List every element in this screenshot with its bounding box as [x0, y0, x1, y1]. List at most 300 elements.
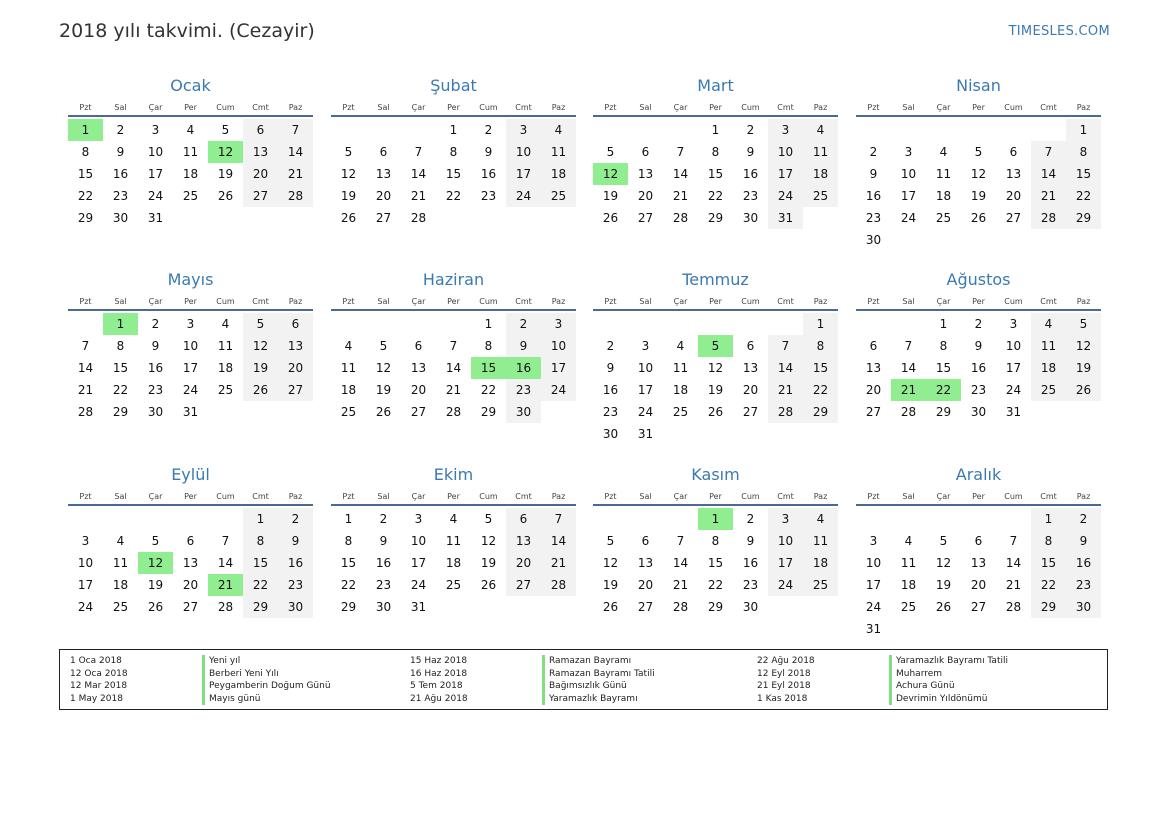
- day-cell: 9: [974, 339, 983, 353]
- day-cell: 8: [243, 530, 278, 552]
- weekday-label: Cum: [1004, 492, 1023, 501]
- weekday-label: Çar: [148, 492, 163, 501]
- day-cell: 7: [221, 534, 230, 548]
- day-cell: 27: [410, 405, 427, 419]
- day-cell: 15: [340, 556, 357, 570]
- day-cell: 14: [541, 530, 576, 552]
- day-cell: 13: [243, 141, 278, 163]
- day-cell: 19: [375, 383, 392, 397]
- day-cell: 11: [803, 530, 838, 552]
- day-cell: 13: [637, 167, 654, 181]
- holiday-day-cell: 5: [698, 335, 733, 357]
- day-cell: 9: [1066, 530, 1101, 552]
- day-cell: 13: [278, 335, 313, 357]
- day-cell: 28: [672, 600, 689, 614]
- day-grid: [856, 313, 1101, 423]
- empty-cell: [628, 508, 663, 530]
- day-cell: 28: [1005, 600, 1022, 614]
- day-cell: 17: [147, 167, 164, 181]
- day-cell: 22: [77, 189, 94, 203]
- day-cell: 13: [410, 361, 427, 375]
- day-cell: 7: [1031, 141, 1066, 163]
- day-cell: 11: [541, 141, 576, 163]
- day-cell: 28: [672, 211, 689, 225]
- day-cell: 21: [77, 383, 94, 397]
- day-cell: 5: [151, 534, 160, 548]
- holiday-date: 21 Eyl 2018: [757, 681, 811, 691]
- day-cell: 4: [939, 145, 948, 159]
- day-cell: 25: [182, 189, 199, 203]
- holiday-name: Yeni yıl: [202, 655, 240, 668]
- day-cell: 1: [243, 508, 278, 530]
- holiday-name: Ramazan Bayramı: [542, 655, 631, 668]
- day-cell: 6: [641, 145, 650, 159]
- empty-cell: [663, 119, 698, 141]
- day-cell: 29: [243, 596, 278, 618]
- empty-cell: [628, 119, 663, 141]
- day-cell: 23: [506, 379, 541, 401]
- day-cell: 31: [865, 622, 882, 636]
- day-cell: 10: [506, 141, 541, 163]
- day-cell: 12: [602, 556, 619, 570]
- day-cell: 29: [340, 600, 357, 614]
- day-cell: 26: [1066, 379, 1101, 401]
- weekday-label: Çar: [936, 297, 951, 306]
- day-cell: 5: [939, 534, 948, 548]
- day-cell: 22: [707, 189, 724, 203]
- month-block: [331, 268, 576, 423]
- day-cell: 7: [676, 145, 685, 159]
- day-cell: 16: [480, 167, 497, 181]
- day-cell: 25: [112, 600, 129, 614]
- empty-cell: [926, 119, 961, 141]
- day-cell: 11: [217, 339, 234, 353]
- weekday-label: Per: [709, 492, 722, 501]
- day-cell: 19: [970, 189, 987, 203]
- weekday-label: Cmt: [252, 103, 269, 112]
- holiday-day-cell: 21: [208, 574, 243, 596]
- day-cell: 8: [711, 145, 720, 159]
- weekday-label: Cum: [216, 103, 235, 112]
- day-cell: 18: [900, 578, 917, 592]
- weekday-label: Paz: [551, 297, 566, 306]
- holiday-day-cell: 12: [138, 552, 173, 574]
- day-cell: 22: [112, 383, 129, 397]
- day-cell: 1: [449, 123, 458, 137]
- day-cell: 20: [278, 357, 313, 379]
- day-cell: 18: [935, 189, 952, 203]
- weekday-label: Per: [447, 103, 460, 112]
- weekday-label: Cmt: [252, 492, 269, 501]
- weekday-label: Cmt: [1040, 492, 1057, 501]
- day-cell: 19: [340, 189, 357, 203]
- day-cell: 14: [410, 167, 427, 181]
- holiday-date: 1 May 2018: [70, 693, 123, 704]
- empty-cell: [856, 119, 891, 141]
- empty-cell: [698, 313, 733, 335]
- day-cell: 1: [1031, 508, 1066, 530]
- empty-cell: [401, 313, 436, 335]
- day-cell: 6: [379, 145, 388, 159]
- weekday-label: Çar: [148, 297, 163, 306]
- weekday-label: Sal: [902, 492, 915, 501]
- day-cell: 8: [1066, 141, 1101, 163]
- day-cell: 21: [541, 552, 576, 574]
- day-cell: 16: [1066, 552, 1101, 574]
- weekday-label: Sal: [902, 297, 915, 306]
- weekday-label: Pzt: [867, 103, 880, 112]
- day-cell: 12: [970, 167, 987, 181]
- day-cell: 29: [480, 405, 497, 419]
- day-cell: 27: [182, 600, 199, 614]
- empty-cell: [1031, 119, 1066, 141]
- holiday-date: 12 Mar 2018: [70, 681, 128, 691]
- day-cell: 14: [445, 361, 462, 375]
- day-cell: 26: [243, 379, 278, 401]
- legend-row: [757, 680, 1008, 693]
- day-cell: 18: [803, 163, 838, 185]
- day-cell: 19: [707, 383, 724, 397]
- day-cell: 26: [340, 211, 357, 225]
- weekday-label: Pzt: [342, 297, 355, 306]
- day-cell: 26: [375, 405, 392, 419]
- day-cell: 12: [375, 361, 392, 375]
- day-cell: 24: [77, 600, 94, 614]
- day-cell: 15: [707, 556, 724, 570]
- day-cell: 10: [637, 361, 654, 375]
- day-cell: 3: [186, 317, 195, 331]
- day-cell: 4: [186, 123, 195, 137]
- day-cell: 3: [768, 508, 803, 530]
- weekday-label: Cum: [216, 492, 235, 501]
- weekday-header: [856, 489, 1101, 506]
- legend-row: [410, 668, 655, 681]
- holiday-name: Muharrem: [889, 668, 942, 681]
- legend-row: [757, 668, 1008, 681]
- day-cell: 11: [1031, 335, 1066, 357]
- day-cell: 23: [278, 574, 313, 596]
- empty-cell: [331, 313, 366, 335]
- legend-row: [410, 680, 655, 693]
- day-cell: 5: [606, 145, 615, 159]
- day-cell: 7: [81, 339, 90, 353]
- day-cell: 25: [803, 574, 838, 596]
- day-cell: 6: [278, 313, 313, 335]
- day-cell: 27: [637, 211, 654, 225]
- day-cell: 8: [116, 339, 125, 353]
- holiday-day-cell: 1: [698, 508, 733, 530]
- weekday-header: [856, 100, 1101, 117]
- day-cell: 6: [746, 339, 755, 353]
- page-title: 2018 yılı takvimi. (Cezayir): [59, 20, 315, 42]
- day-cell: 28: [445, 405, 462, 419]
- day-cell: 10: [147, 145, 164, 159]
- day-cell: 23: [742, 189, 759, 203]
- day-cell: 20: [182, 578, 199, 592]
- day-grid: [68, 508, 313, 618]
- empty-cell: [891, 508, 926, 530]
- day-cell: 25: [803, 185, 838, 207]
- day-cell: 20: [410, 383, 427, 397]
- day-cell: 15: [77, 167, 94, 181]
- weekday-label: Pzt: [604, 492, 617, 501]
- day-cell: 27: [243, 185, 278, 207]
- day-cell: 3: [869, 534, 878, 548]
- day-cell: 18: [1031, 357, 1066, 379]
- day-cell: 15: [803, 357, 838, 379]
- day-cell: 23: [375, 578, 392, 592]
- day-cell: 20: [742, 383, 759, 397]
- empty-cell: [663, 313, 698, 335]
- empty-cell: [996, 119, 1031, 141]
- day-cell: 5: [221, 123, 230, 137]
- day-cell: 27: [1005, 211, 1022, 225]
- day-cell: 11: [900, 556, 917, 570]
- day-cell: 20: [970, 578, 987, 592]
- weekday-label: Pzt: [342, 492, 355, 501]
- day-cell: 27: [506, 574, 541, 596]
- day-cell: 5: [484, 512, 493, 526]
- day-cell: 27: [278, 379, 313, 401]
- day-cell: 19: [1066, 357, 1101, 379]
- holiday-name: Ramazan Bayramı Tatili: [542, 668, 655, 681]
- day-cell: 31: [637, 427, 654, 441]
- day-cell: 27: [637, 600, 654, 614]
- day-cell: 22: [1031, 574, 1066, 596]
- weekday-label: Çar: [148, 103, 163, 112]
- day-cell: 3: [768, 119, 803, 141]
- day-cell: 9: [506, 335, 541, 357]
- day-cell: 9: [746, 145, 755, 159]
- weekday-label: Çar: [411, 103, 426, 112]
- day-cell: 29: [112, 405, 129, 419]
- day-cell: 4: [344, 339, 353, 353]
- site-link[interactable]: TIMESLES.COM: [1008, 24, 1110, 39]
- day-cell: 25: [672, 405, 689, 419]
- day-cell: 5: [606, 534, 615, 548]
- day-cell: 24: [865, 600, 882, 614]
- day-cell: 21: [410, 189, 427, 203]
- month-name: Mart: [697, 76, 734, 95]
- weekday-label: Per: [972, 103, 985, 112]
- day-cell: 17: [865, 578, 882, 592]
- day-cell: 18: [803, 552, 838, 574]
- month-name: Aralık: [955, 465, 1002, 484]
- month-block: [593, 268, 838, 445]
- day-grid: [68, 313, 313, 423]
- day-cell: 20: [243, 163, 278, 185]
- month-name: Şubat: [430, 76, 477, 95]
- weekday-label: Pzt: [604, 103, 617, 112]
- month-block: [331, 74, 576, 229]
- day-cell: 4: [676, 339, 685, 353]
- weekday-label: Pzt: [867, 297, 880, 306]
- day-cell: 15: [707, 167, 724, 181]
- day-cell: 29: [935, 405, 952, 419]
- holiday-date: 21 Ağu 2018: [410, 693, 468, 704]
- weekday-label: Sal: [377, 297, 390, 306]
- weekday-header: [68, 100, 313, 117]
- weekday-label: Paz: [1076, 492, 1091, 501]
- day-cell: 17: [410, 556, 427, 570]
- day-cell: 23: [147, 383, 164, 397]
- holiday-day-cell: 12: [593, 163, 628, 185]
- day-cell: 2: [746, 123, 755, 137]
- weekday-header: [856, 294, 1101, 311]
- weekday-label: Paz: [551, 492, 566, 501]
- day-cell: 28: [278, 185, 313, 207]
- weekday-label: Cmt: [515, 297, 532, 306]
- day-cell: 27: [865, 405, 882, 419]
- day-grid: [68, 119, 313, 229]
- day-cell: 29: [707, 600, 724, 614]
- empty-cell: [961, 119, 996, 141]
- holiday-name: Devrimin Yıldönümü: [889, 693, 987, 706]
- empty-cell: [628, 313, 663, 335]
- day-cell: 28: [410, 211, 427, 225]
- weekday-label: Paz: [288, 103, 303, 112]
- empty-cell: [996, 508, 1031, 530]
- day-cell: 6: [506, 508, 541, 530]
- day-cell: 3: [506, 119, 541, 141]
- weekday-label: Cum: [1004, 103, 1023, 112]
- day-cell: 30: [1066, 596, 1101, 618]
- day-cell: 25: [935, 211, 952, 225]
- weekday-label: Paz: [813, 103, 828, 112]
- day-grid: [593, 119, 838, 229]
- day-cell: 26: [935, 600, 952, 614]
- weekday-label: Sal: [377, 492, 390, 501]
- weekday-label: Cmt: [515, 492, 532, 501]
- day-cell: 30: [970, 405, 987, 419]
- day-cell: 14: [1005, 556, 1022, 570]
- empty-cell: [856, 508, 891, 530]
- weekday-label: Pzt: [604, 297, 617, 306]
- day-cell: 4: [904, 534, 913, 548]
- day-cell: 30: [742, 600, 759, 614]
- day-cell: 10: [182, 339, 199, 353]
- legend-row: [70, 680, 331, 693]
- weekday-label: Çar: [673, 297, 688, 306]
- day-cell: 20: [375, 189, 392, 203]
- holiday-date: 22 Ağu 2018: [757, 656, 815, 666]
- month-block: [856, 74, 1101, 251]
- day-cell: 11: [935, 167, 952, 181]
- month-block: [593, 74, 838, 229]
- day-cell: 24: [637, 405, 654, 419]
- day-cell: 1: [1066, 119, 1101, 141]
- month-name: Ekim: [433, 465, 474, 484]
- day-cell: 30: [112, 211, 129, 225]
- weekday-label: Paz: [551, 103, 566, 112]
- day-cell: 5: [379, 339, 388, 353]
- empty-cell: [663, 508, 698, 530]
- weekday-label: Çar: [673, 103, 688, 112]
- weekday-label: Sal: [639, 492, 652, 501]
- weekday-label: Sal: [902, 103, 915, 112]
- month-block: [68, 268, 313, 423]
- empty-cell: [891, 313, 926, 335]
- day-cell: 25: [1031, 379, 1066, 401]
- weekday-label: Per: [184, 492, 197, 501]
- weekday-header: [331, 100, 576, 117]
- day-cell: 9: [746, 534, 755, 548]
- day-cell: 25: [900, 600, 917, 614]
- day-grid: [331, 119, 576, 229]
- day-cell: 21: [278, 163, 313, 185]
- weekday-label: Per: [709, 297, 722, 306]
- holiday-date: 1 Oca 2018: [70, 656, 122, 666]
- holiday-name: Yaramazlık Bayramı Tatili: [889, 655, 1008, 668]
- day-cell: 16: [375, 556, 392, 570]
- day-cell: 6: [974, 534, 983, 548]
- month-block: [68, 463, 313, 618]
- month-name: Haziran: [422, 270, 485, 289]
- day-cell: 13: [1005, 167, 1022, 181]
- day-cell: 10: [410, 534, 427, 548]
- holiday-date: 1 Kas 2018: [757, 693, 808, 704]
- month-block: [856, 463, 1101, 640]
- empty-cell: [331, 119, 366, 141]
- weekday-label: Per: [184, 103, 197, 112]
- weekday-label: Cmt: [777, 103, 794, 112]
- day-cell: 30: [742, 211, 759, 225]
- day-cell: 24: [506, 185, 541, 207]
- day-cell: 31: [410, 600, 427, 614]
- day-cell: 19: [480, 556, 497, 570]
- month-name: Ağustos: [946, 270, 1011, 289]
- day-cell: 3: [81, 534, 90, 548]
- day-cell: 5: [974, 145, 983, 159]
- day-cell: 24: [410, 578, 427, 592]
- empty-cell: [401, 119, 436, 141]
- day-cell: 2: [484, 123, 493, 137]
- day-cell: 24: [1005, 383, 1022, 397]
- day-cell: 6: [641, 534, 650, 548]
- day-cell: 13: [865, 361, 882, 375]
- day-cell: 26: [602, 600, 619, 614]
- day-cell: 4: [803, 119, 838, 141]
- day-cell: 8: [803, 335, 838, 357]
- day-cell: 7: [541, 508, 576, 530]
- day-cell: 22: [803, 379, 838, 401]
- day-cell: 28: [1031, 207, 1066, 229]
- empty-cell: [856, 313, 891, 335]
- day-cell: 1: [939, 317, 948, 331]
- day-cell: 12: [340, 167, 357, 181]
- day-cell: 31: [147, 211, 164, 225]
- day-cell: 2: [151, 317, 160, 331]
- day-cell: 16: [865, 189, 882, 203]
- day-cell: 29: [77, 211, 94, 225]
- day-cell: 6: [243, 119, 278, 141]
- empty-cell: [103, 508, 138, 530]
- weekday-header: [593, 489, 838, 506]
- weekday-label: Çar: [936, 103, 951, 112]
- legend-column: [70, 655, 331, 705]
- day-grid: [856, 119, 1101, 251]
- day-cell: 16: [278, 552, 313, 574]
- weekday-header: [593, 100, 838, 117]
- day-cell: 26: [970, 211, 987, 225]
- legend-row: [70, 668, 331, 681]
- legend-column: [410, 655, 655, 705]
- day-cell: 12: [243, 335, 278, 357]
- day-cell: 7: [414, 145, 423, 159]
- day-cell: 7: [768, 335, 803, 357]
- day-cell: 21: [768, 379, 803, 401]
- day-cell: 18: [182, 167, 199, 181]
